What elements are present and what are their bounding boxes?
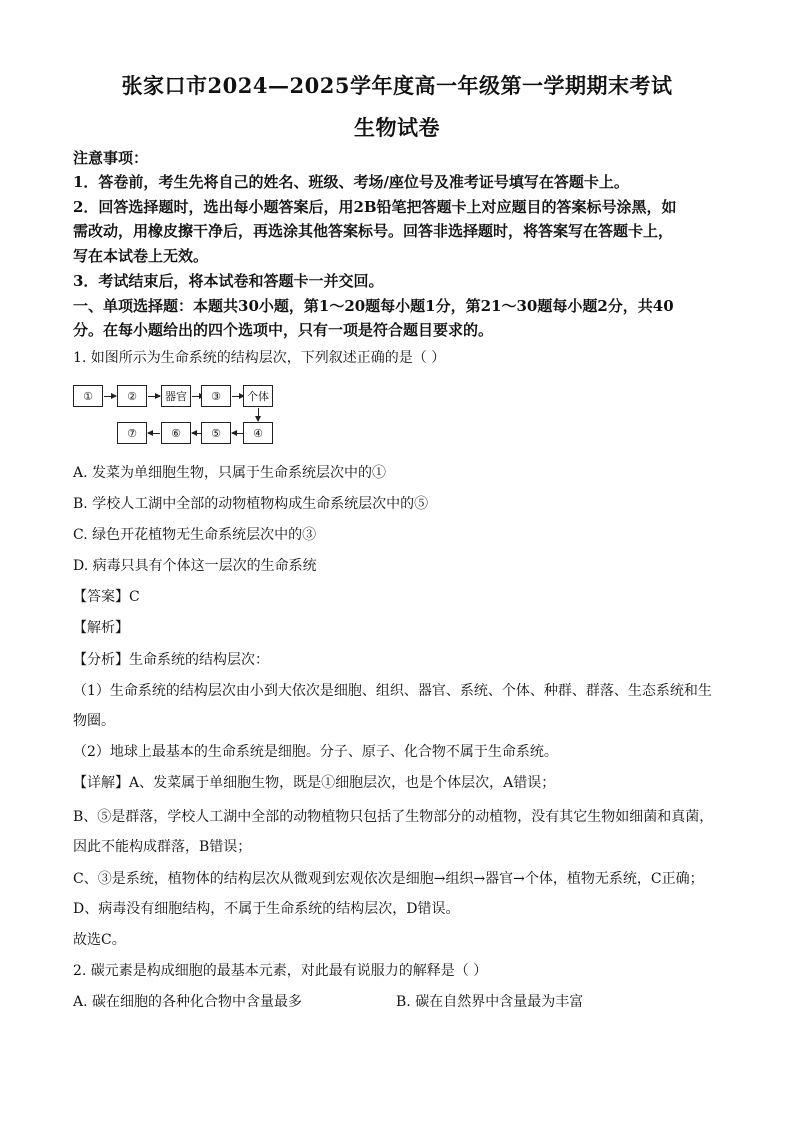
q1-option-c: C. 绿色开花植物无生命系统层次中的③ [73,527,317,543]
q1-fenxi-3: 物圈。 [73,713,115,729]
note-1: 1．答卷前，考生先将自己的姓名、班级、考场/座位号及准考证号填写在答题卡上。 [73,173,629,191]
note-2-end: 写在本试卷上无效。 [73,247,209,265]
diagram-box-5: ⑤ [201,422,231,444]
diagram-box-individual: 个体 [243,385,273,407]
diagram-arrow [148,433,160,434]
note-2-cont: 需改动，用橡皮擦干净后，再选涂其他答案标号。回答非选择题时，将答案写在答题卡上， [73,222,674,240]
section1-instructions-cont: 分。在每小题给出的四个选项中，只有一项是符合题目要求的。 [73,321,494,339]
exam-subtitle: 生物试卷 [354,115,440,140]
q1-option-b: B. 学校人工湖中全部的动物植物构成生命系统层次中的⑤ [73,496,429,512]
q1-answer: 【答案】C [73,589,140,605]
q1-detail-6: 故选C。 [73,932,126,948]
diagram-box-6: ⑥ [161,422,191,444]
q1-detail-3: 因此不能构成群落，B错误； [73,839,252,855]
q2-stem: 2. 碳元素是构成细胞的最基本元素，对此最有说服力的解释是（ ） [73,963,488,979]
diagram-arrow [148,396,160,397]
diagram-arrow [104,396,116,397]
diagram-box-7: ⑦ [117,422,147,444]
q1-option-d: D. 病毒只具有个体这一层次的生命系统 [73,558,317,574]
diagram-arrow-down [258,408,259,421]
q1-detail-5: D、病毒没有细胞结构，不属于生命系统的结构层次，D错误。 [73,901,460,917]
q1-detail-1: 【详解】A、发菜属于单细胞生物，既是①细胞层次，也是个体层次，A错误； [73,775,556,791]
q1-stem: 1. 如图所示为生命系统的结构层次，下列叙述正确的是（ ） [73,350,446,366]
note-3: 3．考试结束后，将本试卷和答题卡一并交回。 [73,272,384,290]
q1-detail-4: C、③是系统，植物体的结构层次从微观到宏观依次是细胞→组织→器官→个体，植物无系统，C正确； [73,871,704,887]
diagram-box-organ: 器官 [161,385,191,407]
q1-fenxi-4: （2）地球上最基本的生命系统是细胞。分子、原子、化合物不属于生命系统。 [73,744,558,760]
diagram-box-1: ① [73,385,103,407]
diagram-box-3: ③ [201,385,231,407]
notes-heading: 注意事项： [73,149,149,167]
section1-instructions: 一、单项选择题：本题共30小题，第1～20题每小题1分，第21～30题每小题2分，共40 [73,297,674,315]
q1-analysis-label: 【解析】 [73,620,129,636]
q1-detail-2: B、⑤是群落，学校人工湖中全部的动物植物只包括了生物部分的动植物，没有其它生物如细菌和真菌， [73,809,714,825]
exam-title: 张家口市2024—2025学年度高一年级第一学期期末考试 [121,73,673,98]
note-2: 2．回答选择题时，选出每小题答案后，用2B铅笔把答题卡上对应题目的答案标号涂黑，如 [73,198,677,216]
diagram-box-4: ④ [243,422,273,444]
diagram-box-2: ② [117,385,147,407]
q2-option-b: B. 碳在自然界中含量最为丰富 [396,994,584,1010]
q1-fenxi-2: （1）生命系统的结构层次由小到大依次是细胞、组织、器官、系统、个体、种群、群落、生态系统和生 [73,683,712,699]
q1-option-a: A. 发菜为单细胞生物，只属于生命系统层次中的① [73,465,387,481]
structure-level-diagram [73,382,293,450]
q1-fenxi-1: 【分析】生命系统的结构层次： [73,652,269,668]
q2-option-a: A. 碳在细胞的各种化合物中含量最多 [73,994,303,1010]
